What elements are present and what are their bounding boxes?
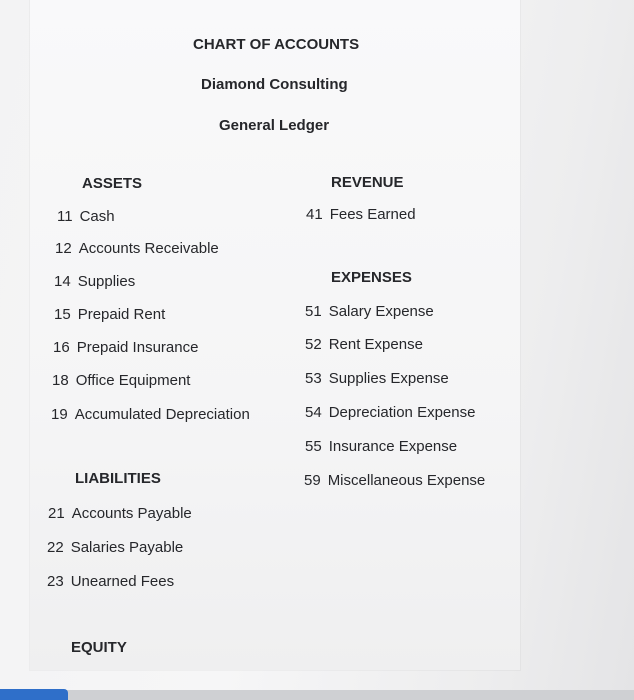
account-number: 19 — [51, 406, 68, 423]
account-number: 54 — [305, 404, 322, 421]
account-name: Miscellaneous Expense — [327, 472, 486, 489]
account-name: Accounts Payable — [71, 505, 192, 522]
account-name: Accumulated Depreciation — [74, 406, 250, 423]
account-number: 51 — [305, 303, 322, 320]
account-number: 16 — [53, 339, 70, 356]
assets-heading: ASSETS — [82, 175, 143, 192]
expense-row — [305, 303, 434, 321]
account-number: 22 — [47, 539, 64, 556]
account-name: Cash — [79, 208, 115, 225]
liability-row — [47, 539, 183, 557]
asset-row — [53, 339, 198, 357]
revenue-row — [306, 206, 416, 224]
bottom-tab — [0, 689, 68, 700]
account-name: Rent Expense — [328, 336, 423, 353]
expense-row — [305, 438, 457, 456]
expenses-heading: EXPENSES — [331, 269, 412, 286]
asset-row — [54, 306, 165, 324]
account-name: Insurance Expense — [328, 438, 458, 455]
company-name: Diamond Consulting — [201, 76, 348, 93]
account-number: 59 — [304, 472, 321, 489]
revenue-heading: REVENUE — [331, 174, 404, 191]
account-number: 12 — [55, 240, 72, 257]
document-sheet — [30, 0, 520, 670]
account-name: Prepaid Insurance — [76, 339, 199, 356]
account-number: 23 — [47, 573, 64, 590]
account-name: Fees Earned — [329, 206, 416, 223]
account-name: Salaries Payable — [70, 539, 184, 556]
asset-row — [52, 372, 190, 390]
ledger-name: General Ledger — [219, 117, 330, 134]
liabilities-heading: LIABILITIES — [75, 470, 161, 487]
expense-row — [305, 404, 475, 422]
asset-row — [51, 406, 250, 424]
expense-row — [305, 336, 423, 354]
account-number: 21 — [48, 505, 65, 522]
liability-row — [47, 573, 174, 591]
account-number: 41 — [306, 206, 323, 223]
liability-row — [48, 505, 192, 523]
account-name: Supplies — [77, 273, 136, 290]
account-name: Accounts Receivable — [78, 240, 219, 257]
document-title: CHART OF ACCOUNTS — [193, 36, 360, 53]
account-name: Supplies Expense — [328, 370, 449, 387]
account-name: Salary Expense — [328, 303, 434, 320]
account-number: 11 — [57, 208, 73, 225]
account-name: Office Equipment — [75, 372, 191, 389]
account-number: 52 — [305, 336, 322, 353]
account-number: 55 — [305, 438, 322, 455]
asset-row — [55, 240, 219, 258]
bottom-edge — [0, 690, 634, 700]
expense-row — [304, 472, 485, 490]
account-number: 53 — [305, 370, 322, 387]
account-name: Unearned Fees — [70, 573, 175, 590]
account-number: 15 — [54, 306, 71, 323]
account-name: Depreciation Expense — [328, 404, 476, 421]
account-number: 18 — [52, 372, 69, 389]
account-number: 14 — [54, 273, 71, 290]
account-name: Prepaid Rent — [77, 306, 166, 323]
equity-heading: EQUITY — [71, 639, 127, 656]
asset-row — [54, 273, 135, 291]
asset-row — [57, 208, 115, 226]
expense-row — [305, 370, 449, 388]
